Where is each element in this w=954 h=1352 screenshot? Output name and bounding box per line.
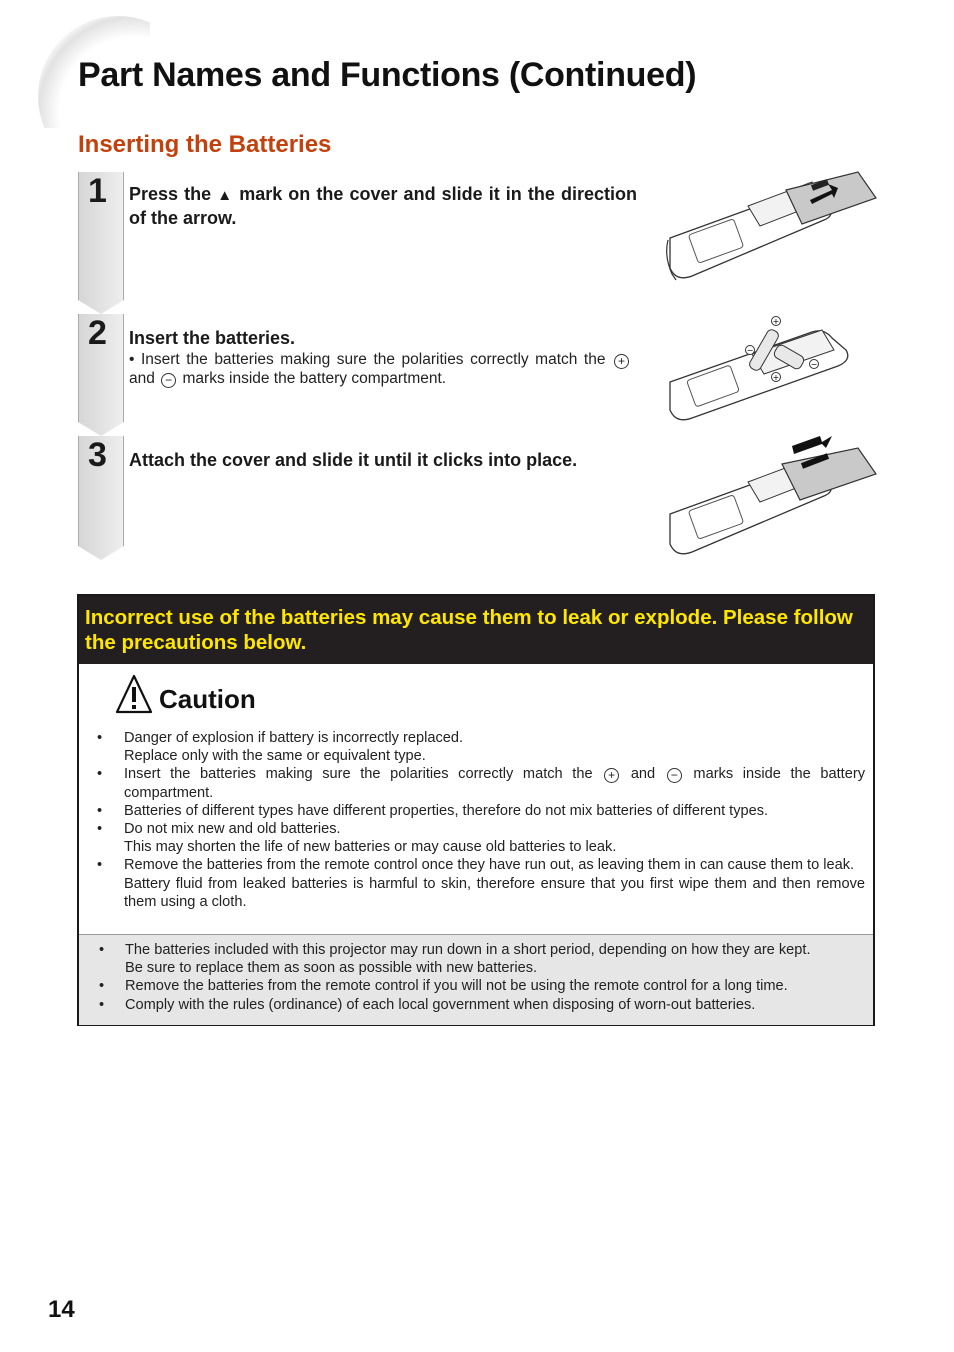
- step-number: 2: [88, 314, 107, 352]
- list-item: • The batteries included with this projector may run down in a short period, depending on how they are kept. Be sure to replace them as soon as possible with new batteries.: [95, 941, 863, 977]
- warning-header: Incorrect use of the batteries may cause them to leak or explode. Please follow the precautions below.: [79, 596, 873, 664]
- step-instruction: Attach the cover and slide it until it clicks into place.: [129, 450, 578, 470]
- svg-text:+: +: [772, 373, 780, 382]
- list-item: • Do not mix new and old batteries. This may shorten the life of new batteries or may cause old batteries to leak.: [95, 820, 865, 856]
- note-area: [79, 934, 873, 1025]
- step-note: • Insert the batteries making sure the polarities correctly match the + and − marks inside the battery compartment.: [129, 350, 631, 388]
- triangle-mark-icon: ▲: [217, 187, 234, 204]
- plus-icon: +: [604, 768, 619, 783]
- warning-triangle-icon: [115, 674, 153, 714]
- minus-icon: −: [161, 373, 176, 388]
- step-instruction: [129, 183, 637, 229]
- caution-list: [95, 729, 865, 911]
- caution-title: Caution: [159, 684, 256, 714]
- svg-text:−: −: [746, 346, 754, 355]
- list-item: • Batteries of different types have different properties, therefore do not mix batteries of different types.: [95, 802, 865, 820]
- plus-icon: +: [614, 354, 629, 369]
- remote-illustration-attach-cover-icon: [662, 432, 880, 564]
- step-text-before: Press the: [129, 184, 212, 204]
- list-item: • Remove the batteries from the remote control if you will not be using the remote control for a long time.: [95, 977, 863, 995]
- note-list: [79, 935, 873, 1014]
- warning-box: [77, 594, 875, 1026]
- list-item: • Danger of explosion if battery is incorrectly replaced. Replace only with the same or equivalent type.: [95, 729, 865, 765]
- list-item: • Remove the batteries from the remote control once they have run out, as leaving them in can cause them to leak. Battery fluid from leaked batteries is harmful to skin, therefore ensure that you first wipe them and then remove them using a cloth.: [95, 856, 865, 911]
- page-title: Part Names and Functions (Continued): [78, 56, 697, 94]
- svg-text:+: +: [772, 317, 780, 326]
- step-number: 3: [88, 436, 107, 474]
- page-number: 14: [48, 1296, 75, 1323]
- remote-illustration-insert-batteries-icon: [662, 310, 862, 426]
- list-item: • Comply with the rules (ordinance) of each local government when disposing of worn-out batteries.: [95, 996, 863, 1014]
- step-text-after: mark on the cover and slide it in the direction of the arrow.: [129, 184, 637, 228]
- list-item: • Insert the batteries making sure the polarities correctly match the + and − marks inside the battery compartment.: [95, 765, 865, 801]
- step-number: 1: [88, 172, 107, 210]
- step-instruction: Insert the batteries.: [129, 328, 296, 348]
- remote-illustration-slide-cover-icon: [662, 168, 880, 290]
- svg-text:−: −: [810, 360, 818, 369]
- minus-icon: −: [667, 768, 682, 783]
- section-title: Inserting the Batteries: [78, 131, 332, 158]
